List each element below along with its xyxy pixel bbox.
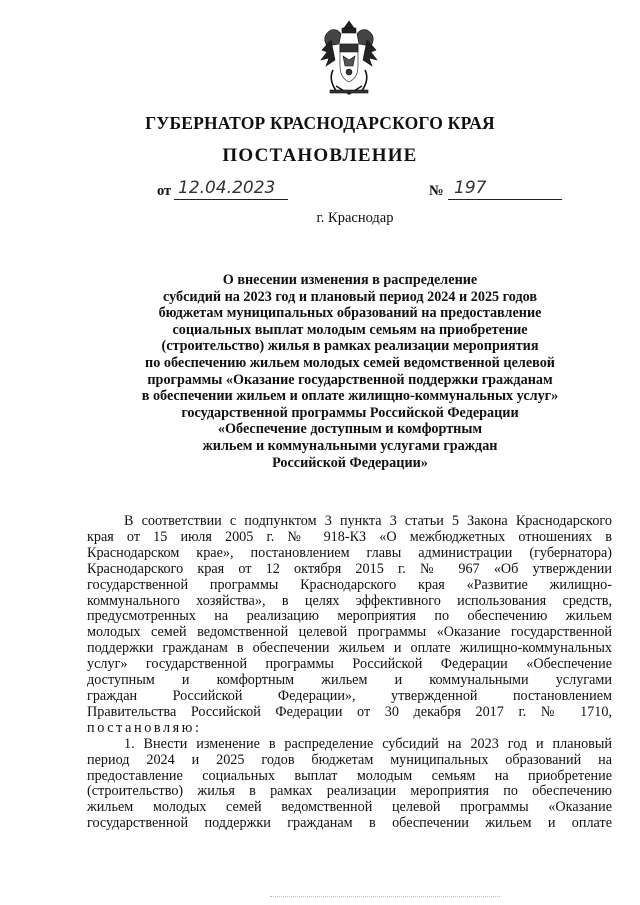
body-line: Краснодарском крае», постановлением главы администрации (губернатора)	[87, 544, 612, 561]
issuer-heading: ГУБЕРНАТОР КРАСНОДАРСКОГО КРАЯ	[145, 113, 495, 133]
body-line: услуг» государственной программы Российской Федерации «Обеспечение	[87, 656, 612, 673]
number-value: 197	[448, 178, 562, 200]
title-line: по обеспечению жильем молодых семей ведомственной целевой	[145, 354, 555, 371]
body-line: жильем молодых семей ведомственной целевой программы «Оказание	[87, 799, 612, 816]
body-line: предусмотренных на реализацию мероприятия по обеспечению жильем	[87, 608, 612, 625]
document-title	[110, 272, 590, 471]
title-line: в обеспечении жильем и оплате жилищно-коммунальных услуг»	[141, 388, 559, 405]
body-line: (строительство) жилья в рамках реализации мероприятия по обеспечению	[87, 783, 612, 800]
body-line: В соответствии с подпунктом 3 пункта 3 статьи 5 Закона Краснодарского	[124, 513, 612, 529]
title-line: субсидий на 2023 год и плановый период 2024 и 2025 годов	[162, 288, 538, 305]
title-line: О внесении изменения в распределение	[222, 272, 478, 288]
number-label: №	[429, 183, 444, 199]
body-line: государственной поддержки гражданам в обеспечении жильем и оплате	[87, 815, 612, 832]
body-line: Краснодарского края от 12 октября 2015 г. № 967 «Об утверждении	[87, 560, 612, 577]
body-line: молодых семей ведомственной целевой программы «Оказание государственной	[87, 624, 612, 641]
title-line: программы «Оказание государственной поддержки гражданам	[147, 371, 553, 388]
title-line: «Обеспечение доступным и комфортным	[217, 421, 483, 438]
body-line: период 2024 и 2025 годов бюджетам муниципальных образований на	[87, 751, 612, 768]
date-label: от	[157, 183, 172, 199]
body-line: государственной программы Краснодарского края «Развитие жилищно-	[87, 576, 612, 593]
city-label: г. Краснодар	[316, 210, 394, 226]
page-bottom-mark	[270, 896, 500, 897]
title-line: социальных выплат молодым семьям на приобретение	[172, 321, 528, 338]
title-line: жильем и коммунальными услугами граждан	[202, 437, 498, 454]
body-line: поддержки гражданам в обеспечении жильем и оплате жилищно-коммунальных	[87, 640, 612, 657]
krasnodar-coat-of-arms-emblem	[318, 20, 380, 98]
date-value: 12.04.2023	[174, 178, 288, 200]
body-line-resolve: постановляю:	[87, 719, 202, 736]
document-type-heading: ПОСТАНОВЛЕНИЕ	[222, 145, 418, 166]
body-line: предоставление социальных выплат молодым семьям на приобретение	[87, 767, 612, 784]
title-line: бюджетам муниципальных образований на предоставление	[158, 305, 542, 322]
document-body	[87, 514, 612, 832]
title-line: (строительство) жилья в рамках реализации мероприятия	[161, 338, 539, 355]
date-number-row	[0, 180, 640, 204]
body-line: 1. Внести изменение в распределение субсидий на 2023 год и плановый	[124, 735, 612, 752]
body-line: доступным и комфортным жильем и коммунальными услугами	[87, 672, 612, 689]
title-line: государственной программы Российской Федерации	[181, 404, 519, 421]
body-line: края от 15 июля 2005 г. № 918-КЗ «О межбюджетных отношениях в	[87, 528, 612, 545]
body-line: Правительства Российской Федерации от 30 декабря 2017 г. № 1710,	[87, 703, 612, 720]
title-line: Российской Федерации»	[272, 454, 428, 471]
body-line: граждан Российской Федерации», утвержденной постановлением	[87, 687, 612, 704]
body-line: коммунального хозяйства», в целях эффективного использования средств,	[87, 592, 612, 609]
